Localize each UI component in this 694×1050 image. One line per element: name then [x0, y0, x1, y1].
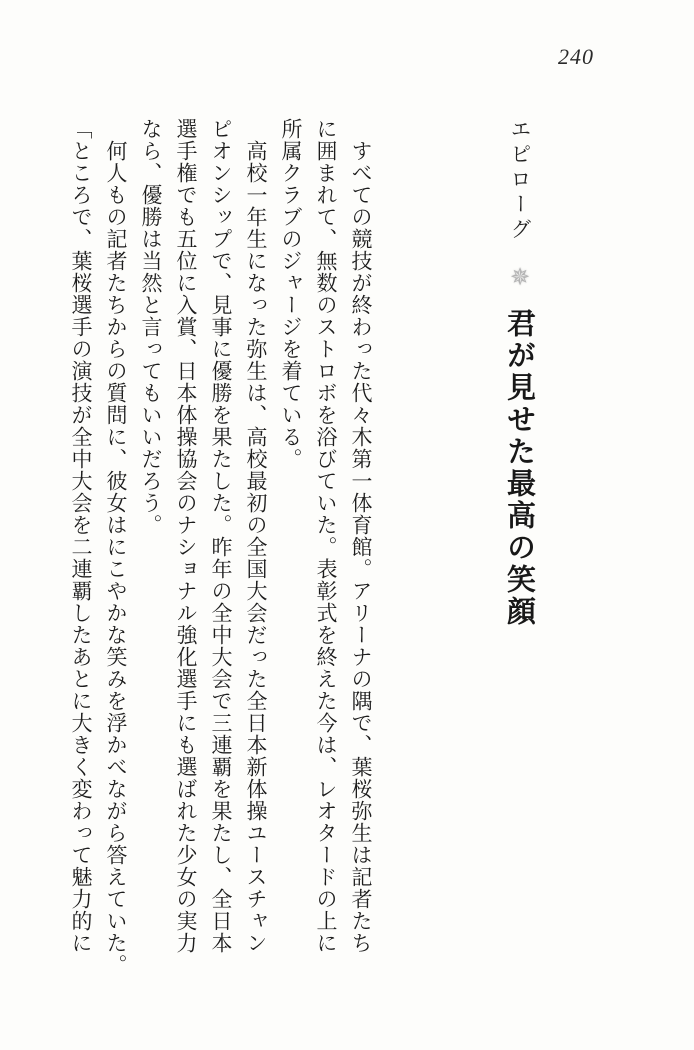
text-area — [63, 118, 548, 976]
text-line: ピオンシップで、見事に優勝を果たした。昨年の全中大会で三連覇を果たし、全日本 — [209, 118, 233, 954]
text-line: 高校一年生になった弥生は、高校最初の全国大会だった全日本新体操ユースチャン — [244, 118, 268, 954]
body-text — [63, 118, 378, 976]
chapter-title — [490, 118, 548, 960]
epilogue-label: エピローグ — [508, 118, 531, 243]
text-line: なら、優勝は当然と言ってもいいだろう。 — [139, 118, 163, 536]
text-line: 「ところで、葉桜選手の演技が全中大会を二連覇したあとに大きく変わって魅力的に — [69, 118, 93, 954]
text-line: に囲まれて、無数のストロボを浴びていた。表彰式を終えた今は、レオタードの上に — [314, 118, 338, 954]
star-icon: ✵ — [506, 263, 533, 292]
chapter-heading: 君が見せた最高の笑顔 — [503, 307, 535, 628]
text-line: 選手権でも五位に入賞、日本体操協会のナショナル強化選手にも選ばれた少女の実力 — [174, 118, 198, 954]
text-line: 所属クラブのジャージを着ている。 — [279, 118, 303, 470]
text-line: 何人もの記者たちからの質問に、彼女はにこやかな笑みを浮かべながら答えていた。 — [104, 118, 128, 976]
text-line: すべての競技が終わった代々木第一体育館。アリーナの隅で、葉桜弥生は記者たち — [349, 118, 373, 954]
page-number: 240 — [558, 44, 594, 69]
